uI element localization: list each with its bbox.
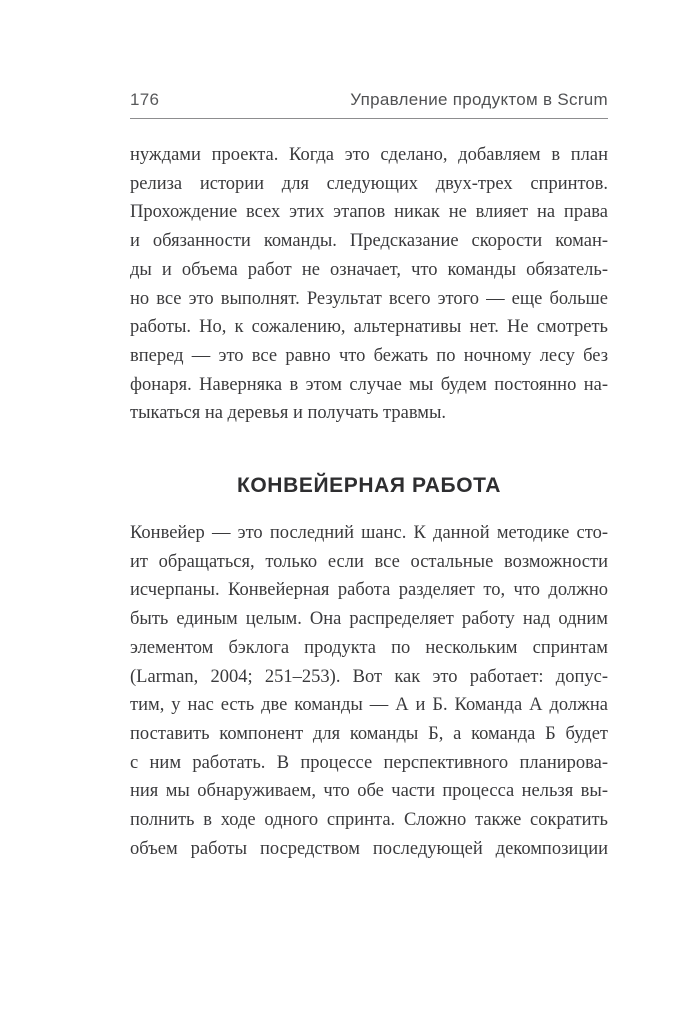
- text-line: поставить компонент для команды Б, а команда Б будет: [130, 723, 608, 744]
- text-line: тыкаться на деревья и получать травмы.: [130, 403, 446, 424]
- text-line: но все это выполнят. Результат всего этого — еще больше: [130, 288, 608, 309]
- text-line: ды и объема работ не означает, что команды обязатель-: [130, 259, 608, 280]
- text-line: релиза истории для следующих двух-трех спринтов.: [130, 173, 608, 194]
- section-heading: КОНВЕЙЕРНАЯ РАБОТА: [236, 474, 502, 497]
- text-line: (Larman, 2004; 251–253). Вот как это работает: допус-: [130, 666, 608, 687]
- text-line: фонаря. Наверняка в этом случае мы будем постоянно на-: [130, 374, 608, 395]
- text-line: и обязанности команды. Предсказание скорости коман-: [130, 231, 608, 252]
- text-line: ит обращаться, только если все остальные возможности: [130, 551, 608, 572]
- section-paragraph: [130, 519, 608, 863]
- text-line: быть единым целым. Она распределяет работу над одним: [130, 609, 608, 630]
- text-line: объем работы посредством последующей декомпозиции: [130, 838, 608, 859]
- text-line: с ним работать. В процессе перспективного планирова-: [130, 752, 608, 773]
- text-line: вперед — это все равно что бежать по ночному лесу без: [130, 345, 608, 366]
- running-title: Управление продуктом в Scrum: [350, 90, 608, 109]
- text-line: работы. Но, к сожалению, альтернативы нет. Не смотреть: [130, 317, 608, 338]
- text-line: Прохождение всех этих этапов никак не влияет на права: [130, 202, 608, 223]
- text-line: нуждами проекта. Когда это сделано, добавляем в план: [130, 145, 608, 165]
- text-line: Конвейер — это последний шанс. К данной методике сто-: [130, 523, 608, 543]
- text-line: полнить в ходе одного спринта. Сложно также сократить: [130, 810, 608, 831]
- paragraph-continuation: [130, 141, 608, 428]
- text-line: тим, у нас есть две команды — А и Б. Команда А должна: [130, 695, 608, 716]
- page-header: [130, 90, 608, 119]
- page-number: 176: [130, 90, 160, 109]
- text-line: ния мы обнаруживаем, что обе части процесса нельзя вы-: [130, 781, 608, 802]
- text-line: элементом бэклога продукта по нескольким спринтам: [130, 637, 608, 658]
- text-line: исчерпаны. Конвейерная работа разделяет то, что должно: [130, 580, 608, 601]
